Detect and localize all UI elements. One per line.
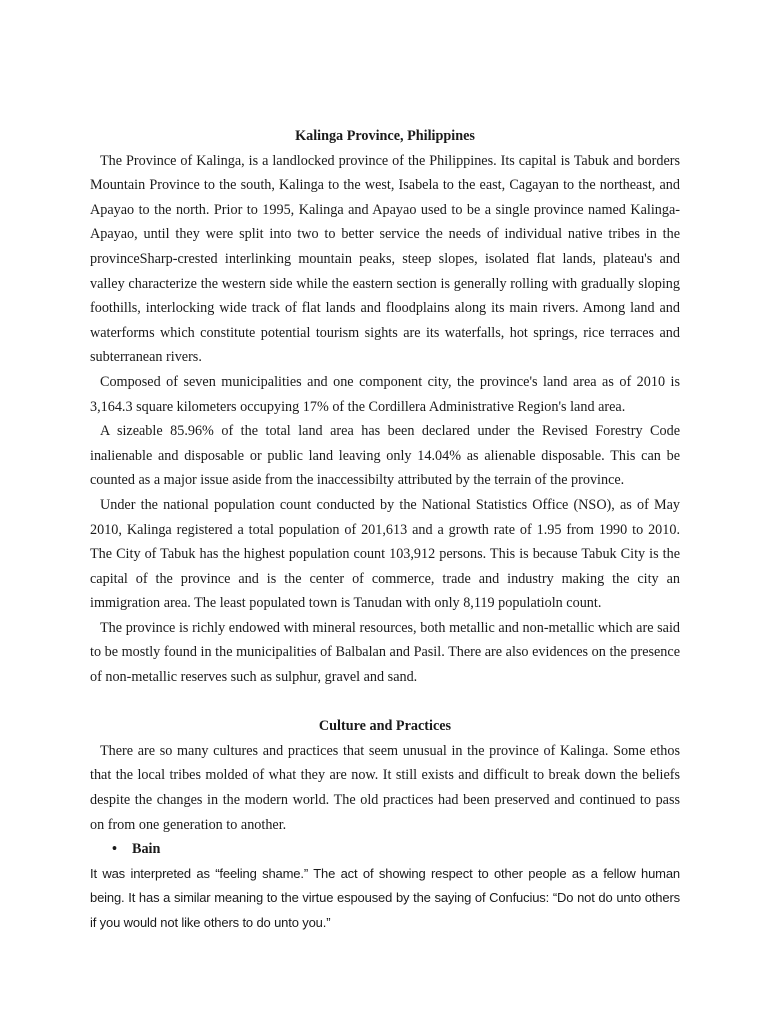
section-title-culture: Culture and Practices xyxy=(318,718,452,735)
bullet-description: It was interpreted as “feeling shame.” The act of showing respect to other people as a fellow human being. It has a similar meaning to the virtue espoused by the saying of Confucius: “Do not do unto others if you would not like others to do unto you.” xyxy=(90,865,680,930)
paragraph: The Province of Kalinga, is a landlocked province of the Philippines. Its capital is Tabuk and borders Mountain Province to the south, Kalinga to the west, Isabela to the east, Cagayan to the northeast, and Apayao to the north. Prior to 1995, Kalinga and Apayao used to be a single province named Kalinga-Apayao, until they were split into two to better service the needs of individual native tribes in the provinceSharp-crested interlinking mountain peaks, steep slopes, isolated flat lands, plateau's and valley characterize the western side while the eastern section is generally rolling with gradually sloping foothills, interlocking wide track of flat lands and floodplains along its main rivers. Among land and waterforms which constitute potential tourism sights are its waterfalls, hot springs, rice terraces and subterranean rivers. xyxy=(90,152,680,366)
section-gap xyxy=(90,690,680,715)
bullet-icon: • xyxy=(112,841,117,858)
paragraph: Composed of seven municipalities and one component city, the province's land area as of 2010 is 3,164.3 square kilometers occupying 17% of the Cordillera Administrative Region's land area. xyxy=(90,373,680,415)
paragraph: Under the national population count conducted by the National Statistics Office (NSO), as of May 2010, Kalinga registered a total population of 201,613 and a growth rate of 1.95 from 1990 to 2010. The City of Tabuk has the highest population count 103,912 persons. This is because Tabuk City is the capital of the province and is the center of commerce, trade and industry making the city an immigration area. The least populated town is Tanudan with only 8,119 populatioln count. xyxy=(90,496,680,612)
document-page xyxy=(90,124,680,936)
bullet-label: Bain xyxy=(132,841,161,858)
paragraph: A sizeable 85.96% of the total land area has been declared under the Revised Forestry Code inalienable and disposable or public land leaving only 14.04% as alienable disposable. This can be counted as a major issue aside from the inaccessibilty attributed by the terrain of the province. xyxy=(90,423,680,489)
paragraph: There are so many cultures and practices that seem unusual in the province of Kalinga. Some ethos that the local tribes molded of what they are now. It still exists and difficult to break down the beliefs despite the changes in the modern world. The old practices had been preserved and continued to pass on from one generation to another. xyxy=(90,742,680,833)
bullet-item xyxy=(90,837,680,862)
paragraph: The province is richly endowed with mineral resources, both metallic and non-metallic which are said to be mostly found in the municipalities of Balbalan and Pasil. There are also evidences on the presence of non-metallic reserves such as sulphur, gravel and sand. xyxy=(90,619,680,686)
section-title-kalinga: Kalinga Province, Philippines xyxy=(295,128,475,144)
